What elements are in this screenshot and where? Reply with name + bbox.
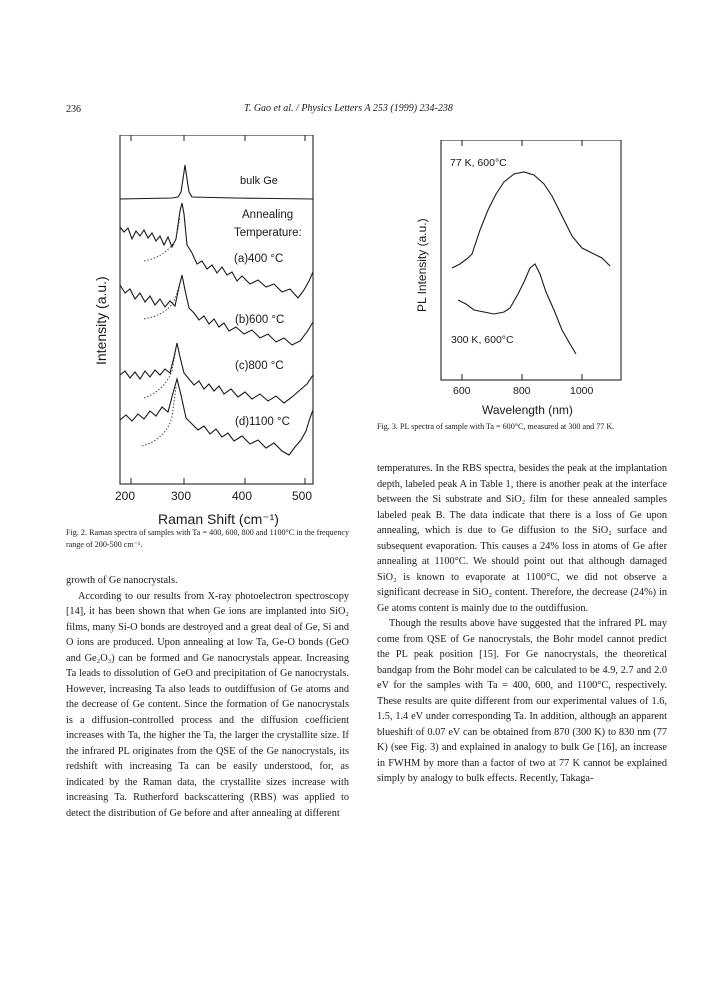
fig2-spectrum-c — [120, 343, 313, 403]
fig2-caption: Fig. 2. Raman spectra of samples with Ta = 400, 600, 800 and 1100°C in the frequency range of 200-500 cm⁻¹. — [66, 528, 349, 549]
fig2-label-c: (c)800 °C — [235, 360, 284, 372]
fig3-x-axis-label: Wavelength (nm) — [482, 403, 573, 417]
fig2-fit-d — [142, 387, 176, 446]
fig2-spectrum-b — [120, 275, 313, 345]
fig3-spectra — [452, 172, 610, 354]
fig2-label-a: (a)400 °C — [234, 253, 284, 265]
figure-3 — [400, 140, 660, 422]
fig3-label-77k: 77 K, 600°C — [450, 157, 507, 169]
fig2-label-b: (b)600 °C — [235, 314, 285, 326]
paragraph: temperatures. In the RBS spectra, besides the peak at the implantation depth, labeled peak A in Table 1, there is another peak at the interface between the Si substrate and SiO₂ film for these annealed samples labeled peak B. The data indicate that there is a loss of Ge upon annealing, which is due to Ge diffusion to the SiO₂ surface and subsequent evaporation. This causes a 24% loss in atoms of Ge after annealing at 1100°C. We should point out that although damaged SiO₂ is known to evaporate at 1100°C, we did not observe a significant decrease in SiO₂ content. Therefore, the decrease (24%) in Ge atoms content is mainly due to the outdiffusion. — [377, 463, 667, 614]
fig2-y-axis-label: Intensity (a.u.) — [93, 276, 109, 365]
fig2-fit-c — [144, 349, 176, 398]
left-column — [66, 573, 349, 821]
fig3-x-tick: 800 — [513, 385, 531, 397]
fig2-label-d: (d)1100 °C — [235, 416, 290, 428]
fig2-x-tick: 500 — [292, 489, 313, 503]
fig3-x-tick: 600 — [453, 385, 471, 397]
fig3-x-tick: 1000 — [570, 385, 594, 397]
fig2-plot-frame — [120, 135, 313, 484]
figure-2 — [84, 135, 336, 560]
page-number: 236 — [66, 104, 81, 115]
paragraph: Though the results above have suggested that the infrared PL may come from QSE of Ge nanocrystals, the Bohr model cannot predict the PL peak position [15]. For Ge nanocrystals, the theoretical bandgap from the Bohr model can be calculated to be 4.9, 2.7 and 2.0 eV for the samples with Ta = 400, 600, and 1100°C, respectively. These results are quite different from our experimental values of 1.6, 1.5, 1.4 eV under corresponding Ta. In addition, although an apparent blueshift of 0.07 eV can be obtained from 870 (300 K) to 830 nm (77 K) (see Fig. 3) and explained in analogy to bulk Ge [16], an increase in FWHM by more than a factor of two at 77 K cannot be explained simply by analogy to bulk effects. Recently, Takaga- — [377, 618, 667, 784]
right-column — [377, 461, 667, 787]
fig3-caption: Fig. 3. PL spectra of sample with Ta = 600°C, measured at 300 and 77 K. — [377, 422, 615, 431]
fig3-spectrum-77k — [452, 172, 610, 268]
fig2-spectrum-bulk — [120, 165, 313, 199]
paragraph: According to our results from X-ray photoelectron spectroscopy [14], it has been shown that when Ge ions are implanted into SiO₂ films, many Si-O bonds are destroyed and a great deal of Ge, Si and O ions are produced. Upon annealing at low Ta, Ge-O bonds (GeO and Ge₂O₃) can be formed and Ge nanocrystals appear. Increasing Ta leads to dissolution of GeO and precipitation of Ge nanocrystals. However, increasing Ta also leads to outdiffusion of Ge atoms and the decrease of Ge content. Since the formation of Ge nanocrystals is a diffusion-controlled process and the diffusion coefficient increases with Ta, the higher the Ta, the larger the crystallite size. If the infrared PL originates from the QSE of the Ge nanocrystals, its redshift with increasing Ta can be easily understood, for, as indicated by the Raman data, the crystallite sizes increase with increasing Ta. Rutherford backscattering (RBS) was applied to detect the distribution of Ge before and after annealing at different — [66, 590, 349, 819]
fig2-fit-a — [144, 217, 180, 261]
fig2-x-axis-label: Raman Shift (cm⁻¹) — [158, 511, 279, 527]
fig2-label-annealing: Annealing — [242, 209, 294, 221]
fig2-x-tick: 200 — [115, 489, 136, 503]
fig3-label-300k: 300 K, 600°C — [451, 334, 514, 346]
fig2-fit-b — [144, 283, 180, 319]
paragraph: growth of Ge nanocrystals. — [66, 575, 178, 586]
fig3-y-axis-label: PL Intensity (a.u.) — [415, 218, 429, 312]
fig2-label-bulk-ge: bulk Ge — [240, 175, 278, 187]
fig2-label-temperature: Temperature: — [234, 227, 302, 239]
running-title: T. Gao et al. / Physics Letters A 253 (1999) 234-238 — [244, 103, 453, 114]
fig2-fit-curves — [142, 217, 180, 446]
fig2-x-tick: 300 — [171, 489, 192, 503]
fig2-x-tick: 400 — [232, 489, 253, 503]
